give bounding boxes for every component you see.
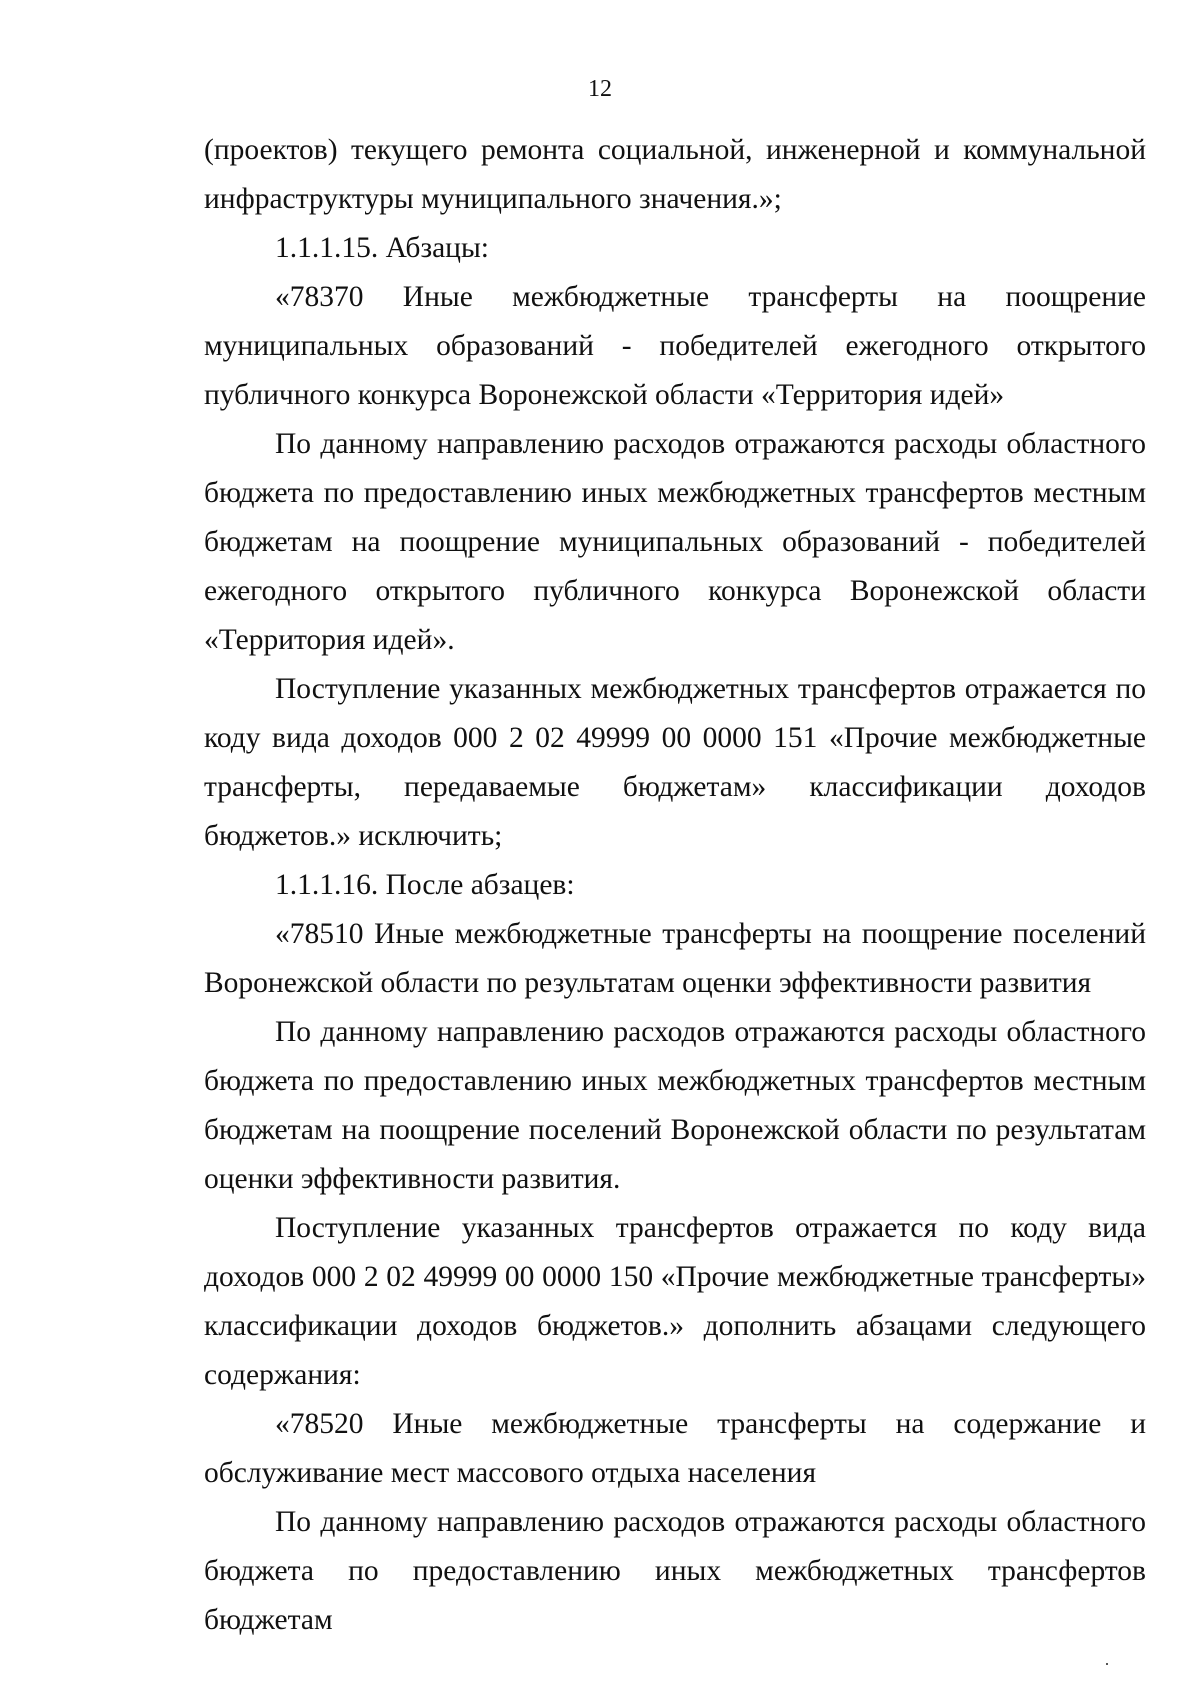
scan-speck [1106,1663,1108,1665]
document-body [204,126,1146,1645]
paragraph-code-78510: «78510 Иные межбюджетные трансферты на поощрение поселений Воронежской области по результатам оценки эффективности развития [204,918,1146,999]
paragraph-clause-1-1-1-15: 1.1.1.15. Абзацы: [275,232,489,264]
paragraph-code-78370: «78370 Иные межбюджетные трансферты на поощрение муниципальных образований - победителей ежегодного открытого публичного конкурса Воронежской области «Территория идей» [204,281,1146,411]
paragraph-continuation: (проектов) текущего ремонта социальной, инженерной и коммунальной инфраструктуры муниципального значения.»; [204,134,1146,215]
paragraph-78370-description: По данному направлению расходов отражаются расходы областного бюджета по предоставлению иных межбюджетных трансфертов местным бюджетам на поощрение муниципальных образований - победителей ежегодного открытого публичного конкурса Воронежской области «Территория идей». [204,428,1146,656]
paragraph-78510-income-code: Поступление указанных трансфертов отражается по коду вида доходов 000 2 02 49999 00 0000 150 «Прочие межбюджетные трансферты» классификации доходов бюджетов.» дополнить абзацами следующего содержания: [204,1212,1146,1391]
page-number: 12 [588,76,612,102]
paragraph-78520-description: По данному направлению расходов отражаются расходы областного бюджета по предоставлению иных межбюджетных трансфертов бюджетам [204,1506,1146,1636]
paragraph-78510-description: По данному направлению расходов отражаются расходы областного бюджета по предоставлению иных межбюджетных трансфертов местным бюджетам на поощрение поселений Воронежской области по результатам оценки эффективности развития. [204,1016,1146,1195]
paragraph-clause-1-1-1-16: 1.1.1.16. После абзацев: [275,869,575,901]
paragraph-78370-income-code: Поступление указанных межбюджетных трансфертов отражается по коду вида доходов 000 2 02 49999 00 0000 151 «Прочие межбюджетные трансферты, передаваемые бюджетам» классификации доходов бюджетов.» исключить; [204,673,1146,852]
paragraph-code-78520: «78520 Иные межбюджетные трансферты на содержание и обслуживание мест массового отдыха населения [204,1408,1146,1489]
